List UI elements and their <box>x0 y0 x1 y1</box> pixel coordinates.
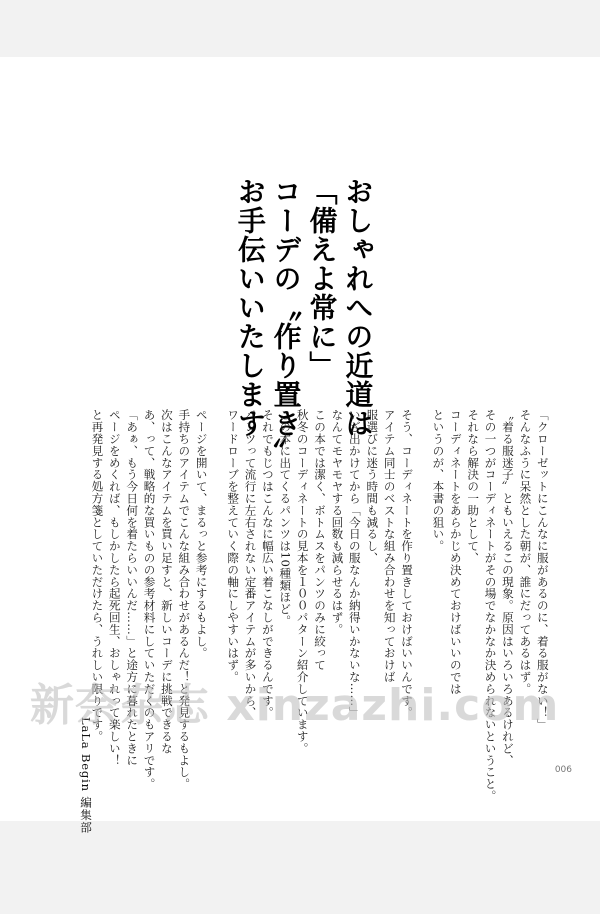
body-line-25: 「あぁ、もう今日何を着たらいいんだ……」と途方に暮れたときに <box>125 409 140 766</box>
body-line-11: 服選びに迷う時間も減るし、 <box>365 409 380 564</box>
body-line-7: というのが、本書の狙い。 <box>431 409 446 552</box>
body-line-12: いざ出かけてから「今日の服なんか納得いかないな……」 <box>347 409 362 719</box>
body-line-10: アイテム同士のベストな組み合わせを知っておけば <box>382 409 397 683</box>
body-line-1: 「クローゼットにこんなに服があるのに、着る服がない！」 <box>535 409 550 731</box>
body-line-15: 秋冬のコーディネートの見本を１００パターン紹介しています。 <box>295 409 310 755</box>
body-line-13: なんてモヤモヤする回数も減らせるはず。 <box>330 409 345 636</box>
body-line-18: パンツって流行に左右されない定番アイテムが多いから、 <box>243 409 258 719</box>
body-line-9: そう、コーディネートを作り置きしておけばいいんです。 <box>400 409 415 719</box>
body-line-16: この本に出てくるパンツは10種類ほど。 <box>278 409 293 627</box>
body-line-17: それでもじつはこんなに幅広い着こなしができるんです。 <box>260 409 275 719</box>
headline-line-3: コーデの〝作り置き〟 <box>269 177 303 467</box>
body-line-6: コーディネートをあらかじめ決めておけばいいのでは <box>448 409 463 695</box>
body-line-22: 手持ちのアイテムでこんな組み合わせがあるんだ！と発見するもよし。 <box>177 409 192 790</box>
body-line-5: それなら解決の一助として、 <box>466 409 481 564</box>
headline-line-4: お手伝いいたします <box>233 177 267 438</box>
paragraph-gap <box>210 409 224 769</box>
page-number: 006 <box>554 765 572 775</box>
headline-line-2: 「備えよ常に」 <box>305 177 339 380</box>
headline-line-1: おしゃれへの近道は <box>341 177 375 438</box>
body-copy <box>88 409 551 802</box>
body-line-3: 〝着る服迷子〟ともいえるこの現象。原因はいろいろあるけれど、 <box>500 409 515 766</box>
body-line-24: あ、って、戦略的な買いものの参考材料にしていただくのもアリです。 <box>142 409 157 790</box>
body-line-14: この本では潔く、ボトムスをパンツのみに絞って <box>313 409 328 671</box>
editorial-signature: LaLa Begin 編集部 <box>79 717 93 834</box>
magazine-page <box>0 57 600 834</box>
body-line-2: そんなふうに呆然とした朝が、誰にだってあるはず。 <box>518 409 533 695</box>
site-watermark: 新奈杂志 xinzazhi.com <box>30 680 560 731</box>
body-line-23: 次はこんなアイテムを買い足すと、新しいコーデに挑戦できるな <box>159 409 174 755</box>
body-line-19: ワードローブを整えていく際の軸にしやすいはず。 <box>226 409 241 683</box>
body-line-4: その一つがコーディネートがその場でなかなか決められないということ。 <box>483 409 498 802</box>
body-line-21: ページを開いて、まるっと参考にするもよし。 <box>194 409 209 659</box>
body-line-26: ページをめくれば、もしかしたら起死回生、おしゃれって楽しい！ <box>107 409 122 766</box>
body-line-27: と再発見する処方箋としていただけたら、うれしい限りです。 <box>90 409 105 743</box>
paragraph-gap <box>415 409 429 769</box>
